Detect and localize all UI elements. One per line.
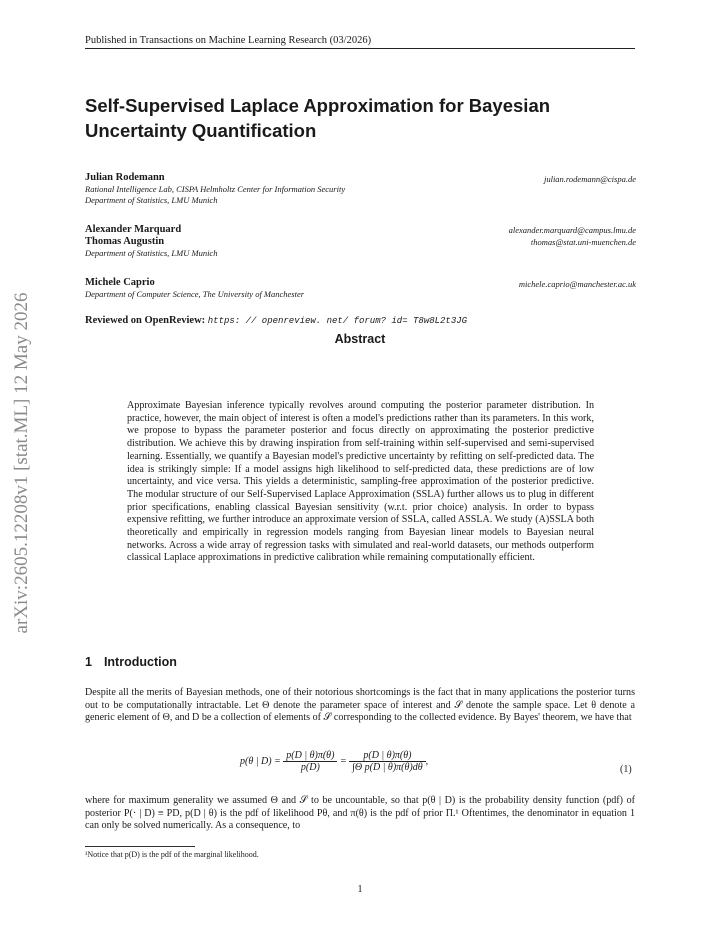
page-number: 1 (357, 884, 363, 895)
paper-title (85, 93, 645, 143)
equation-number: (1) (620, 764, 632, 775)
fraction-numerator: p(D | θ)π(θ) (283, 750, 337, 762)
author-affiliation: Department of Statistics, LMU Munich (85, 195, 218, 205)
equation-fraction-1 (283, 750, 337, 773)
author-block-2 (85, 224, 217, 259)
author-name: Alexander Marquard (85, 224, 182, 235)
section-number: 1 (85, 655, 92, 669)
author-block-1 (85, 172, 345, 206)
paper-title-line-1: Self-Supervised Laplace Approximation for Bayesian (85, 95, 551, 116)
footnote: ¹Notice that p(D) is the pdf of the marginal likelihood. (85, 850, 259, 859)
author-affiliation: Department of Statistics, LMU Munich (85, 248, 218, 258)
fraction-numerator: p(D | θ)π(θ) (349, 750, 426, 762)
paper-title-line-2: Uncertainty Quantification (85, 120, 317, 141)
author-block-3 (85, 277, 304, 300)
intro-paragraph-2: where for maximum generality we assumed Θ and 𝒮 to be uncountable, so that p(θ | D) is the probability density function (pdf) of posterior P(· | D) ≡ PD, p(D | θ) is the pdf of likelihood Pθ, and π(θ) is the pdf of prior Π.¹ Oftentimes, the denominator in equation 1 can only be solved numerically. As a consequence, to (85, 795, 635, 832)
author-name: Michele Caprio (85, 277, 155, 288)
section-heading-introduction (85, 655, 177, 669)
abstract-heading: Abstract (334, 332, 386, 346)
author-email[interactable]: julian.rodemann@cispa.de (543, 174, 636, 184)
arxiv-identifier-stamp: arXiv:2605.12208v1 [stat.ML] 12 May 2026 (11, 292, 32, 634)
openreview-line (85, 315, 467, 326)
author-name: Thomas Augustin (85, 236, 165, 247)
section-title: Introduction (103, 655, 177, 669)
fraction-denominator: ∫Θ p(D | θ)π(θ)dθ (352, 762, 423, 773)
openreview-label: Reviewed on OpenReview: (85, 315, 206, 326)
intro-paragraph-1: Despite all the merits of Bayesian methods, one of their notorious shortcomings is the fact that in many applications the posterior turns out to be computationally intractable. Let Θ denote the parameter space of interest and 𝒮 denote the sample space. Let θ denote a generic element of Θ, and D be a collection of elements of 𝒮 corresponding to the collected evidence. By Bayes' theorem, we have that (85, 687, 635, 724)
author-name: Julian Rodemann (85, 172, 165, 183)
author-affiliation: Rational Intelligence Lab, CISPA Helmholtz Center for Information Security (85, 184, 346, 194)
author-email[interactable]: alexander.marquard@campus.lmu.de (508, 225, 636, 235)
equation-equals: = (339, 755, 347, 767)
equation-comma: , (425, 755, 429, 767)
equation-fraction-2 (349, 750, 426, 773)
abstract-text: Approximate Bayesian inference typically revolves around computing the posterior parameter distribution. In practice, however, the main object of interest is often a model's predictions rather than its parameters. In this work, we propose to bypass the parameter posterior and focus directly on approximating the posterior predictive distribution. We achieve this by drawing inspiration from self-training within self-supervised and semi-supervised learning. Essentially, we quantify a Bayesian model's predictive uncertainty by refitting on self-predicted data. The idea is strikingly simple: If a model assigns high likelihood to self-predicted data, these predictions are of low uncertainty, and vice versa. This yields a deterministic, sampling-free approximation of the posterior predictive. The modular structure of our Self-Supervised Laplace Approximation (SSLA) further allows us to plug in different prior specifications, enabling classical Bayesian sensitivity (w.r.t. prior choice) analysis. In order to bypass expensive refitting, we further introduce an approximate version of SSLA, called ASSLA. We study (A)SSLA both theoretically and empirically in regression models ranging from Bayesian linear models to Bayesian neural networks. Across a wide array of regression tasks with simulated and real-world datasets, our methods outperform classical Laplace approximations in predictive calibration while remaining computationally efficient. (127, 400, 594, 564)
running-head: Published in Transactions on Machine Learning Research (03/2026) (85, 35, 635, 49)
author-email[interactable]: thomas@stat.uni-muenchen.de (530, 237, 636, 247)
fraction-denominator: p(D) (300, 762, 320, 773)
author-affiliation: Department of Computer Science, The University of Manchester (85, 289, 305, 299)
author-email[interactable]: michele.caprio@manchester.ac.uk (518, 279, 636, 289)
openreview-link[interactable]: https: // openreview. net/ forum? id= T8w8L2t3JG (207, 316, 468, 326)
equation-lhs: p(θ | D) = (240, 755, 281, 767)
bayes-equation (240, 750, 640, 784)
footnote-divider (85, 846, 195, 847)
